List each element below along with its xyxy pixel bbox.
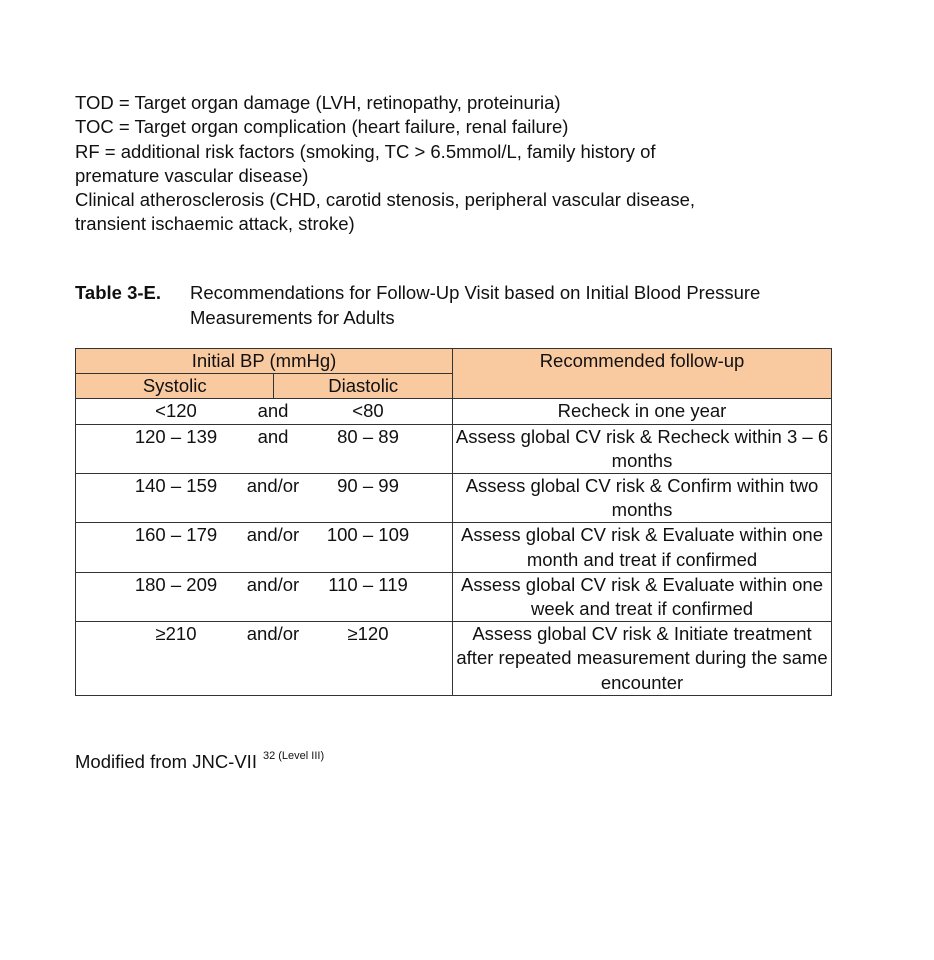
follow-up-table: [75, 348, 832, 696]
conjunction: and/or: [246, 573, 300, 595]
conjunction: and/or: [246, 524, 300, 546]
table-title: Recommendations for Follow-Up Visit based on Initial Blood Pressure Measurements for Adults: [190, 282, 761, 328]
systolic-value: 160 – 179: [134, 524, 218, 546]
diastolic-value: 110 – 119: [328, 573, 408, 595]
definition-line: transient ischaemic attack, stroke): [75, 213, 355, 235]
bp-values-cell: [76, 424, 453, 473]
diastolic-value: 100 – 109: [326, 524, 410, 546]
table-row: [76, 424, 832, 473]
footnote: [75, 744, 324, 774]
diastolic-value: 90 – 99: [337, 475, 399, 497]
initial-bp-header: Initial BP (mmHg): [76, 349, 453, 374]
recommended-followup-header: Recommended follow-up: [453, 349, 832, 399]
table-row: [76, 399, 832, 424]
table-body: [76, 399, 832, 695]
definition-line: Clinical atherosclerosis (CHD, carotid stenosis, peripheral vascular disease,: [75, 189, 696, 211]
systolic-value: 140 – 159: [134, 475, 218, 497]
diastolic-value: <80: [352, 400, 384, 422]
diastolic-value: ≥120: [347, 623, 389, 645]
conjunction: and/or: [246, 475, 300, 497]
systolic-value: ≥210: [155, 623, 197, 645]
recommended-followup-cell: Assess global CV risk & Confirm within two months: [453, 474, 832, 523]
conjunction: and: [257, 425, 289, 447]
definition-line: TOC = Target organ complication (heart failure, renal failure): [75, 116, 569, 138]
recommended-followup-cell: Assess global CV risk & Evaluate within one month and treat if confirmed: [453, 523, 832, 572]
recommended-followup-cell: Recheck in one year: [453, 399, 832, 424]
diastolic-header: Diastolic: [274, 374, 453, 399]
conjunction: and/or: [246, 623, 300, 645]
bp-values-cell: [76, 399, 453, 424]
bp-values-cell: [76, 474, 453, 523]
definitions-block: [75, 91, 855, 237]
recommended-followup-cell: Assess global CV risk & Recheck within 3 – 6 months: [453, 424, 832, 473]
bp-values-cell: [76, 572, 453, 621]
systolic-value: 180 – 209: [134, 573, 218, 595]
recommended-followup-cell: Assess global CV risk & Evaluate within one week and treat if confirmed: [453, 572, 832, 621]
table-row: [76, 474, 832, 523]
definition-line: premature vascular disease): [75, 164, 309, 186]
table-number: Table 3-E.: [75, 282, 162, 303]
systolic-value: <120: [155, 400, 197, 422]
table-row: [76, 572, 832, 621]
footnote-text: Modified from JNC-VII: [75, 751, 257, 772]
systolic-header: Systolic: [76, 374, 274, 399]
conjunction: and: [257, 400, 289, 422]
diastolic-value: 80 – 89: [337, 425, 399, 447]
recommended-followup-cell: Assess global CV risk & Initiate treatment after repeated measurement during the same encounter: [453, 622, 832, 696]
footnote-reference: 32 (Level III): [262, 750, 325, 762]
table-row: [76, 523, 832, 572]
definition-line: RF = additional risk factors (smoking, TC > 6.5mmol/L, family history of: [75, 140, 656, 162]
bp-values-cell: [76, 622, 453, 696]
table-row: [76, 622, 832, 696]
definition-line: TOD = Target organ damage (LVH, retinopathy, proteinuria): [75, 92, 561, 113]
bp-values-cell: [76, 523, 453, 572]
systolic-value: 120 – 139: [134, 425, 218, 447]
